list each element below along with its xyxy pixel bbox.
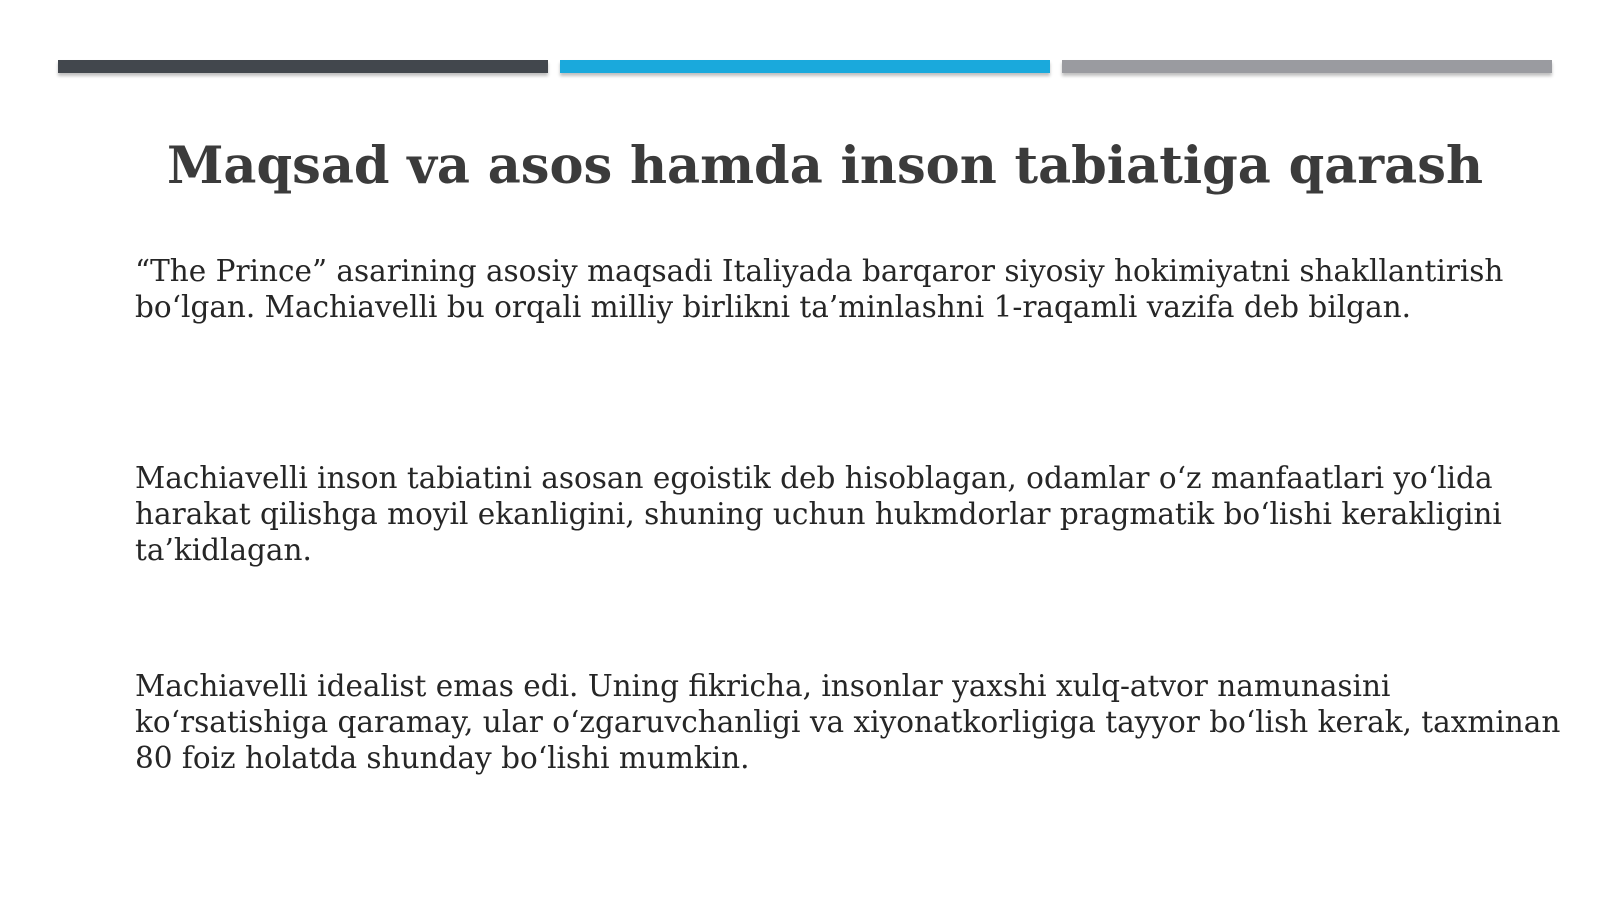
paragraph-purpose: “The Prince” asarining asosiy maqsadi Italiyada barqaror siyosiy hokimiyatni shakllantirish bo‘lgan. Machiavelli bu orqali milliy birlikni ta’minlashni 1-raqamli vazifa deb bilgan. bbox=[135, 254, 1504, 324]
accent-bar-left bbox=[58, 60, 548, 73]
paragraph-human-nature: Machiavelli inson tabiatini asosan egoistik deb hisoblagan, odamlar o‘z manfaatlari yo‘lida harakat qilishga moyil ekanligini, shuning uchun hukmdorlar pragmatik bo‘lishi kerakligini ta’kidlagan. bbox=[135, 461, 1502, 567]
accent-bar-middle bbox=[560, 60, 1050, 73]
paragraph-realism: Machiavelli idealist emas edi. Uning fikricha, insonlar yaxshi xulq-atvor namunasini ko‘rsatishiga qaramay, ular o‘zgaruvchanligi va xiyonatkorligiga tayyor bo‘lish kerak, taxminan 80 foiz holatda shunday bo‘lishi mumkin. bbox=[135, 669, 1561, 775]
accent-bar-right bbox=[1062, 60, 1552, 73]
slide-title: Maqsad va asos hamda inson tabiatiga qarash bbox=[166, 136, 1484, 197]
